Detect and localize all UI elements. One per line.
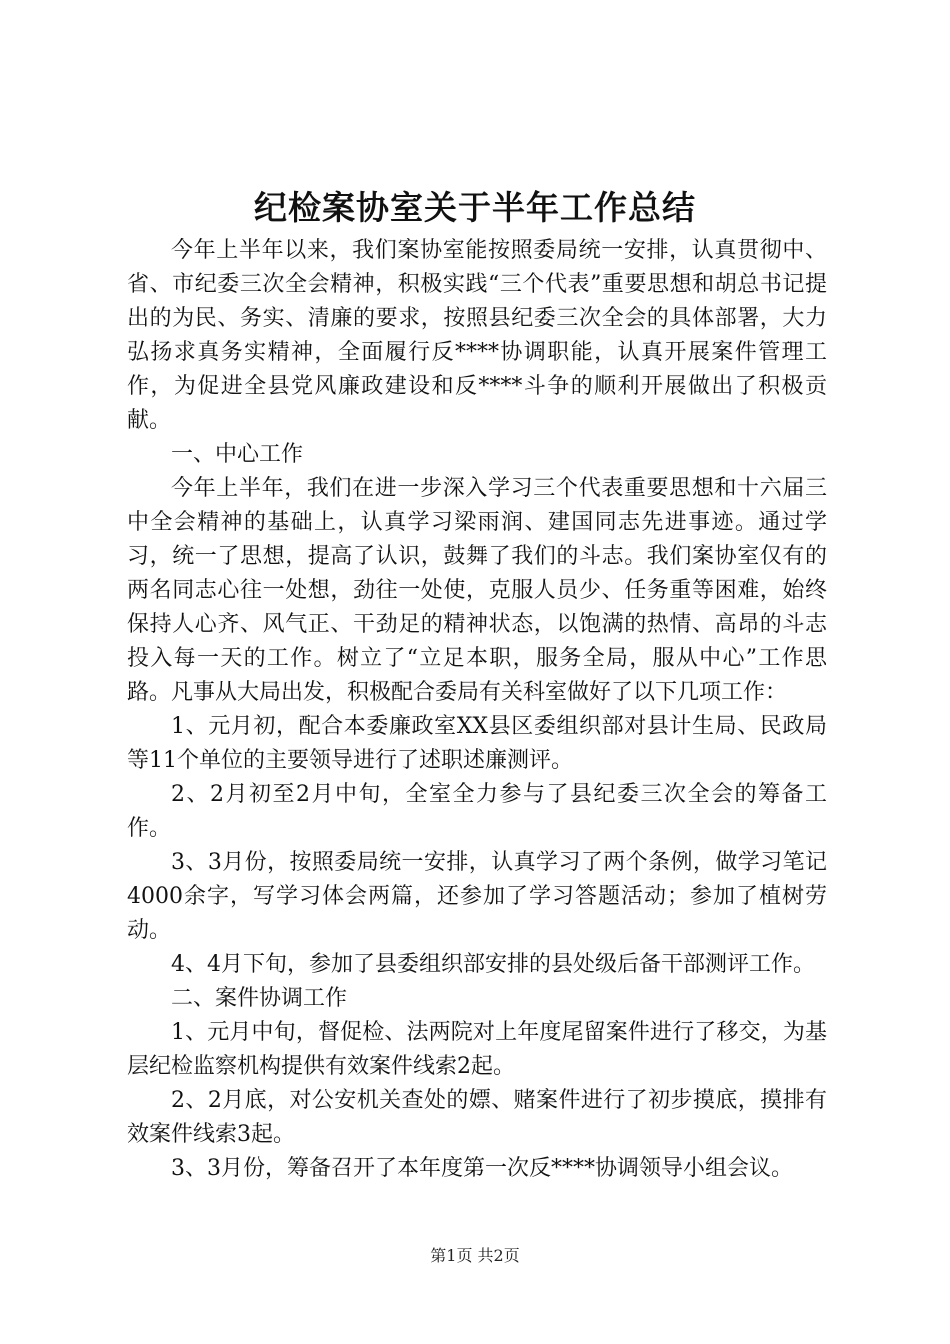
central-work-item-2: 2、2月初至2月中旬，全室全力参与了县纪委三次全会的筹备工作。 bbox=[127, 782, 827, 841]
case-coordination-item-1: 1、元月中旬，督促检、法两院对上年度尾留案件进行了移交，为基层纪检监察机构提供有效案件线索2起。 bbox=[127, 1020, 827, 1079]
document-title: 纪检案协室关于半年工作总结 bbox=[254, 188, 696, 227]
section-heading-case-coordination: 二、案件协调工作 bbox=[171, 986, 348, 1011]
section-heading-central-work: 一、中心工作 bbox=[171, 442, 304, 467]
central-work-item-4: 4、4月下旬，参加了县委组织部安排的县处级后备干部测评工作。 bbox=[171, 952, 815, 977]
central-work-item-1: 1、元月初，配合本委廉政室XX县区委组织部对县计生局、民政局等11个单位的主要领导进行了述职述廉测评。 bbox=[127, 714, 827, 773]
document-body bbox=[127, 234, 827, 1186]
central-work-item-3: 3、3月份，按照委局统一安排，认真学习了两个条例，做学习笔记4000余字，写学习体会两篇，还参加了学习答题活动；参加了植树劳动。 bbox=[127, 850, 827, 943]
central-work-paragraph: 今年上半年，我们在进一步深入学习三个代表重要思想和十六届三中全会精神的基础上，认真学习梁雨润、建国同志先进事迹。通过学习，统一了思想，提高了认识，鼓舞了我们的斗志。我们案协室仅有的两名同志心往一处想，劲往一处使，克服人员少、任务重等困难，始终保持人心齐、风气正、干劲足的精神状态，以饱满的热情、高昂的斗志投入每一天的工作。树立了“立足本职，服务全局，服从中心”工作思路。凡事从大局出发，积极配合委局有关科室做好了以下几项工作： bbox=[127, 476, 827, 705]
case-coordination-item-3: 3、3月份，筹备召开了本年度第一次反****协调领导小组会议。 bbox=[171, 1156, 793, 1181]
case-coordination-item-2: 2、2月底，对公安机关查处的嫖、赌案件进行了初步摸底，摸排有效案件线索3起。 bbox=[127, 1088, 827, 1147]
page-number-footer: 第1页 共2页 bbox=[430, 1246, 520, 1265]
intro-paragraph: 今年上半年以来，我们案协室能按照委局统一安排，认真贯彻中、省、市纪委三次全会精神，积极实践“三个代表”重要思想和胡总书记提出的为民、务实、清廉的要求，按照县纪委三次全会的具体部署，大力弘扬求真务实精神，全面履行反****协调职能，认真开展案件管理工作，为促进全县党风廉政建设和反****斗争的顺利开展做出了积极贡献。 bbox=[127, 238, 827, 433]
